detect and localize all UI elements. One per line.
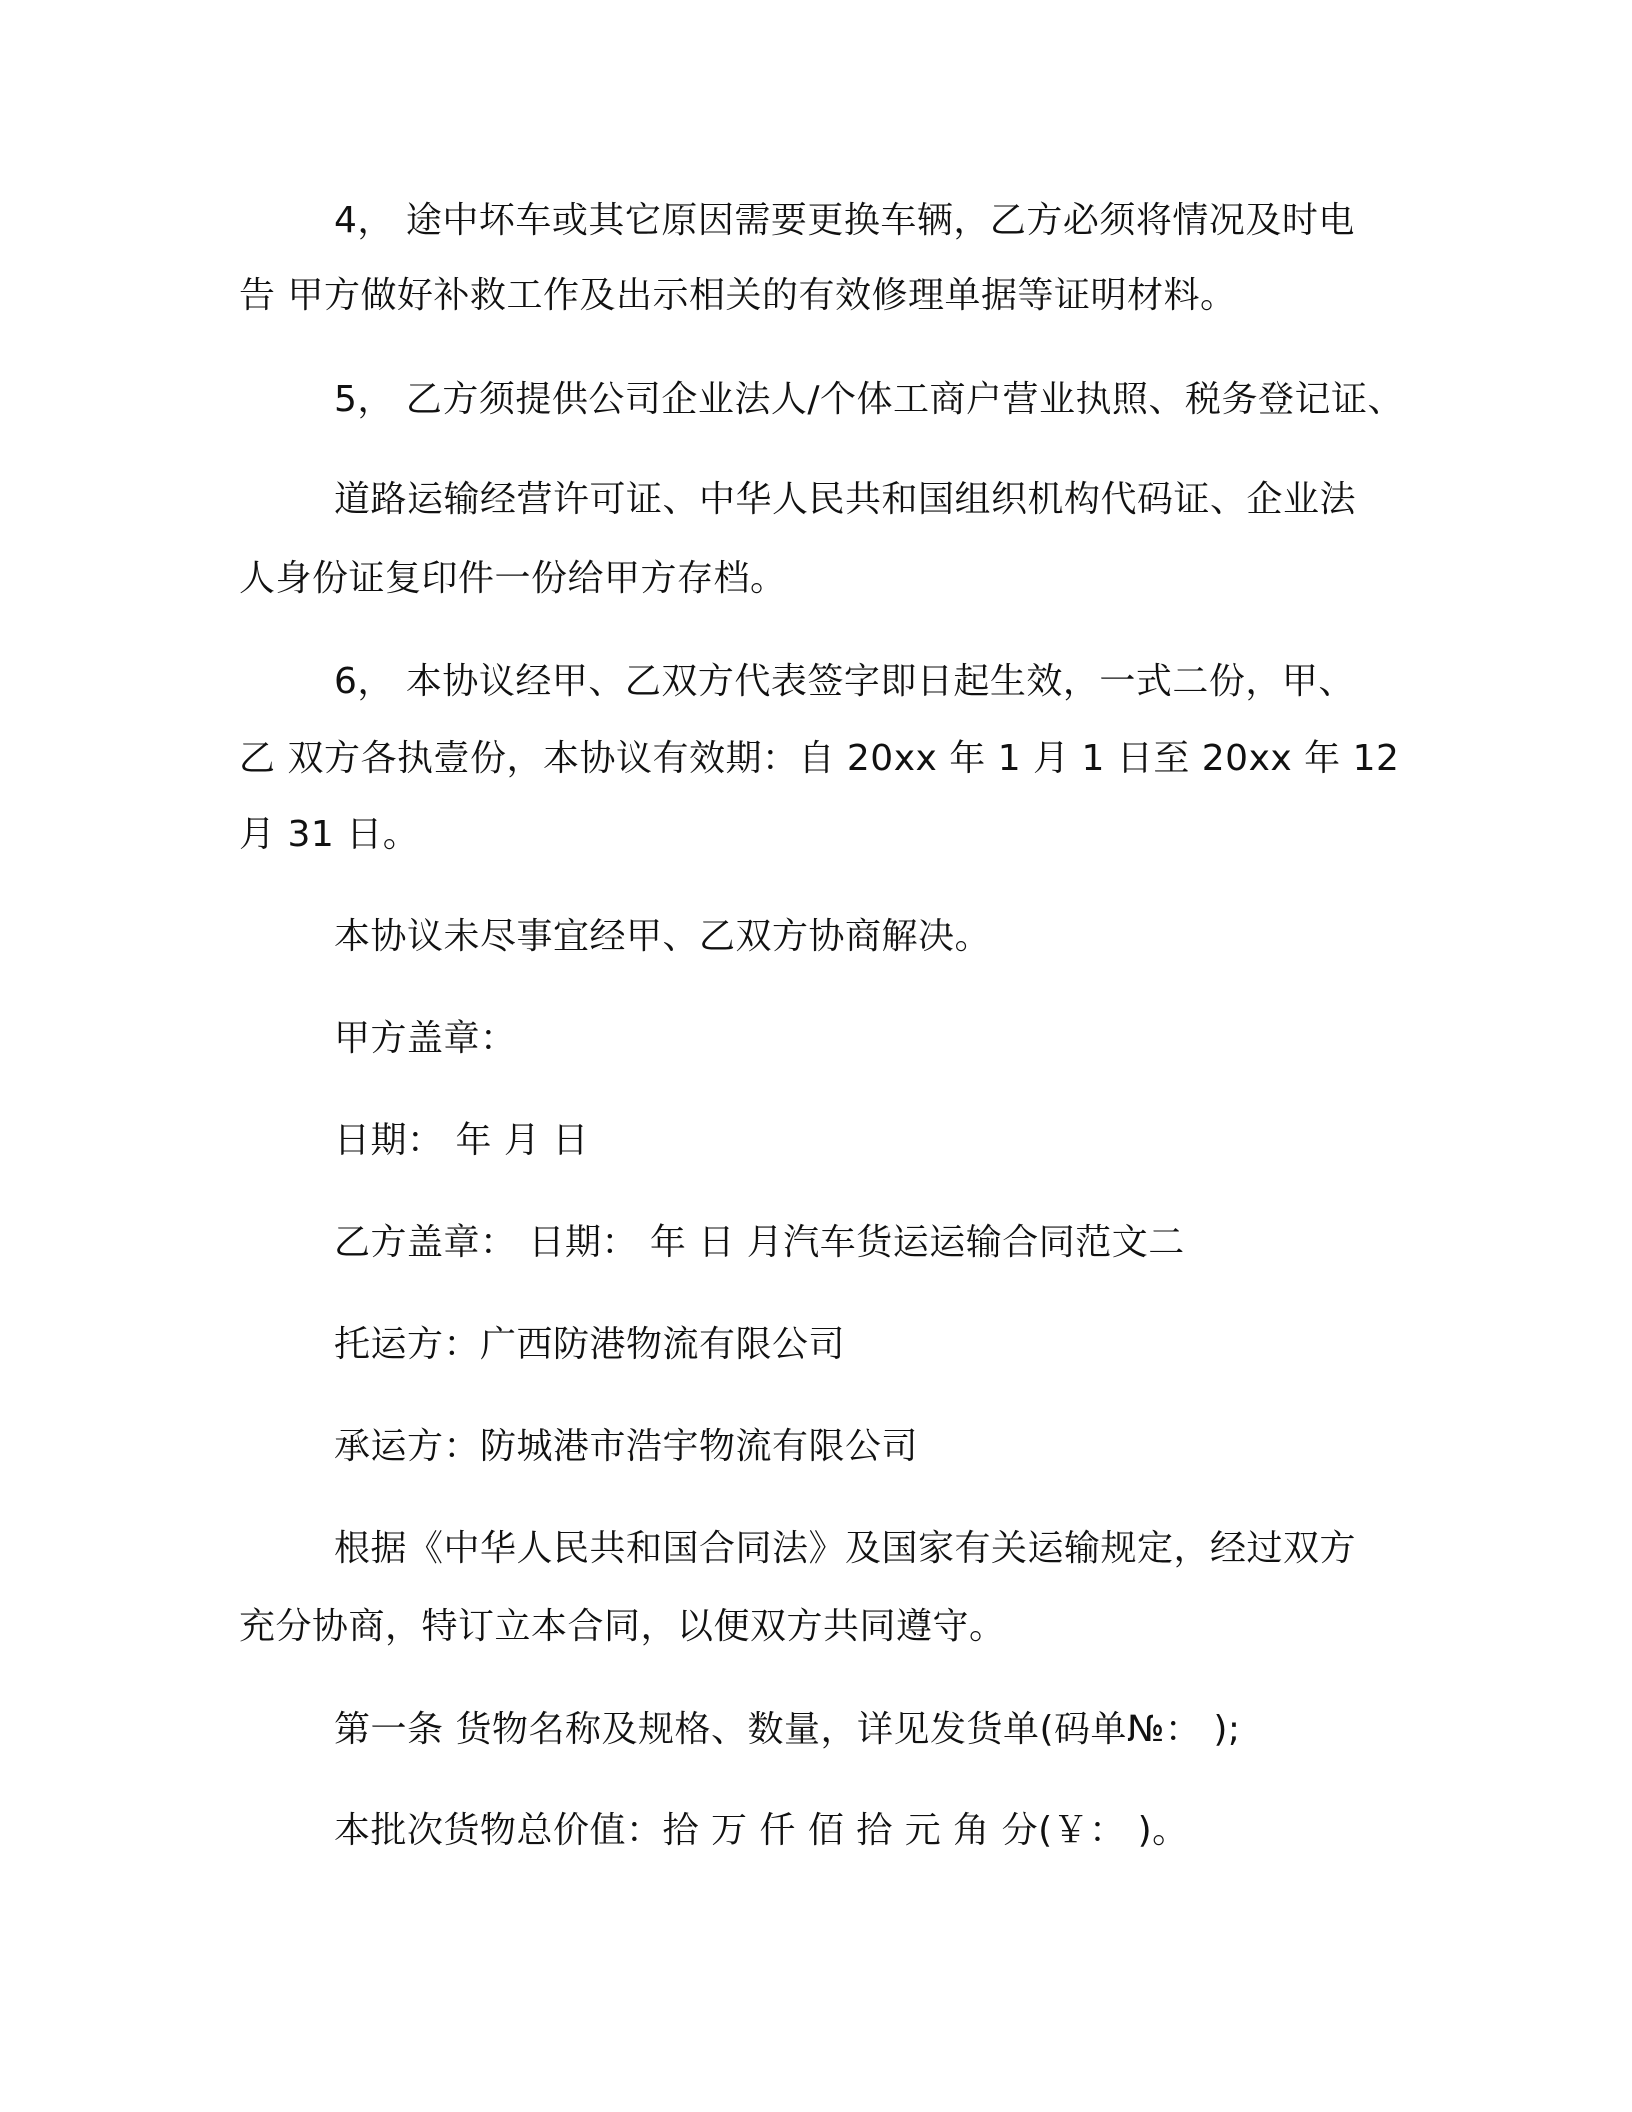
clause-5-line-1: 5， 乙方须提供公司企业法人/个体工商户营业执照、税务登记证、	[334, 379, 1404, 420]
clause-6-line-1: 6， 本协议经甲、乙双方代表签字即日起生效，一式二份，甲、	[334, 661, 1355, 702]
carrier-line: 承运方：防城港市浩宇物流有限公司	[334, 1426, 919, 1467]
clause-4-line-2: 告 甲方做好补救工作及出示相关的有效修理单据等证明材料。	[239, 275, 1237, 316]
clause-5-line-3: 人身份证复印件一份给甲方存档。	[239, 558, 787, 599]
party-b-seal-line: 乙方盖章： 日期： 年 日 月汽车货运运输合同范文二	[334, 1222, 1185, 1263]
clause-4-line-1: 4， 途中坏车或其它原因需要更换车辆，乙方必须将情况及时电	[334, 200, 1355, 241]
party-a-seal: 甲方盖章：	[334, 1018, 517, 1059]
date-line: 日期： 年 月 日	[334, 1120, 589, 1161]
article-1-line: 第一条 货物名称及规格、数量，详见发货单(码单№： );	[334, 1709, 1241, 1750]
clause-6-line-2: 乙 双方各执壹份，本协议有效期：自 20xx 年 1 月 1 日至 20xx 年 12	[239, 738, 1400, 779]
preamble-line-1: 根据《中华人民共和国合同法》及国家有关运输规定，经过双方	[334, 1528, 1357, 1569]
total-value-line: 本批次货物总价值：拾 万 仟 佰 拾 元 角 分(￥： )。	[334, 1810, 1189, 1851]
consignor-line: 托运方：广西防港物流有限公司	[334, 1324, 846, 1365]
clause-6-line-3: 月 31 日。	[239, 814, 420, 855]
preamble-line-2: 充分协商，特订立本合同，以便双方共同遵守。	[239, 1606, 1006, 1647]
unresolved-matters: 本协议未尽事宜经甲、乙双方协商解决。	[334, 916, 992, 957]
clause-5-line-2: 道路运输经营许可证、中华人民共和国组织机构代码证、企业法	[334, 479, 1357, 520]
